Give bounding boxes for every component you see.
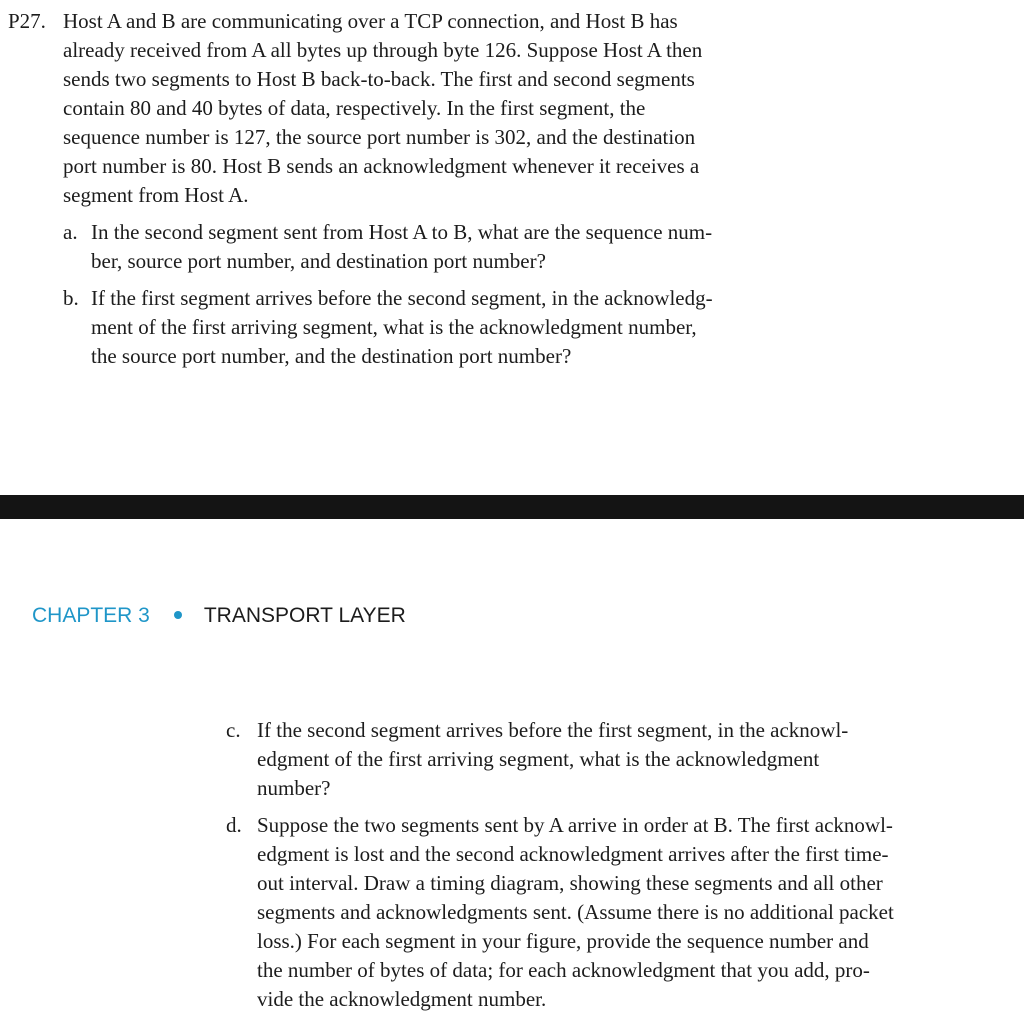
chapter-title: TRANSPORT LAYER: [203, 604, 406, 627]
problem-number: P27.: [8, 9, 46, 33]
part-line: ber, source port number, and destination port number?: [91, 249, 546, 273]
intro-line: segment from Host A.: [63, 183, 249, 207]
part-line: out interval. Draw a timing diagram, showing these segments and all other: [257, 871, 883, 895]
part-line: the source port number, and the destination port number?: [91, 344, 572, 368]
intro-line: port number is 80. Host B sends an acknowledgment whenever it receives a: [63, 154, 700, 178]
part-label: c.: [226, 718, 241, 742]
part-line: the number of bytes of data; for each acknowledgment that you add, pro-: [257, 958, 870, 982]
part-line: ment of the first arriving segment, what is the acknowledgment number,: [91, 315, 697, 339]
part-line: If the second segment arrives before the first segment, in the acknowl-: [257, 718, 849, 742]
part-line: In the second segment sent from Host A to B, what are the sequence num-: [91, 220, 713, 244]
part-label: a.: [63, 220, 78, 244]
part-line: Suppose the two segments sent by A arrive in order at B. The first acknowl-: [257, 813, 893, 837]
intro-line: sequence number is 127, the source port number is 302, and the destination: [63, 125, 696, 149]
part-line: loss.) For each segment in your figure, provide the sequence number and: [257, 929, 869, 953]
part-line: If the first segment arrives before the second segment, in the acknowledg-: [91, 286, 713, 310]
part-line: number?: [257, 776, 331, 800]
part-line: edgment is lost and the second acknowledgment arrives after the first time-: [257, 842, 889, 866]
part-line: edgment of the first arriving segment, what is the acknowledgment: [257, 747, 820, 771]
part-label: b.: [63, 286, 79, 310]
chapter-header: [32, 602, 406, 630]
intro-line: already received from A all bytes up through byte 126. Suppose Host A then: [63, 38, 703, 62]
intro-line: Host A and B are communicating over a TCP connection, and Host B has: [63, 9, 678, 33]
part-line: segments and acknowledgments sent. (Assume there is no additional packet: [257, 900, 894, 924]
intro-line: sends two segments to Host B back-to-back. The first and second segments: [63, 67, 695, 91]
part-line: vide the acknowledgment number.: [257, 987, 547, 1011]
intro-line: contain 80 and 40 bytes of data, respectively. In the first segment, the: [63, 96, 646, 120]
part-label: d.: [226, 813, 242, 837]
chapter-label: CHAPTER 3: [32, 604, 150, 627]
bullet-dot-icon: [174, 611, 182, 619]
page-divider: [0, 495, 1024, 519]
